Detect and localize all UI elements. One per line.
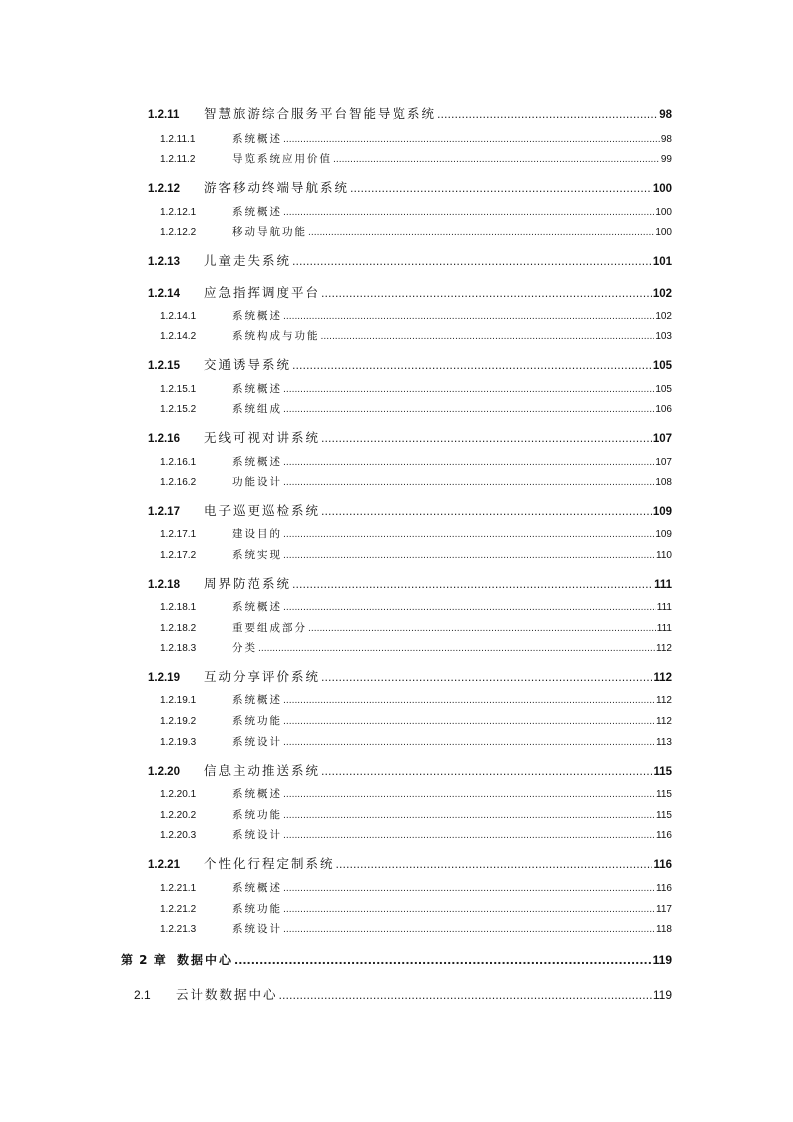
toc-entry-number: 1.2.15.2 [160, 404, 197, 415]
toc-entry[interactable] [160, 692, 672, 707]
toc-entry-page-number: 118 [656, 924, 672, 935]
dot-leader [283, 208, 654, 218]
toc-entry-page-number: 112 [656, 643, 672, 654]
toc-entry-number: 1.2.18 [148, 579, 180, 591]
toc-entry[interactable] [160, 713, 672, 728]
dot-leader [308, 228, 654, 238]
toc-entry-title: 导览系统应用价值 [232, 153, 332, 165]
toc-entry-title: 功能设计 [232, 476, 282, 488]
toc-entry-number: 1.2.17.2 [160, 550, 197, 561]
toc-entry[interactable] [148, 355, 672, 373]
toc-entry-page-number: 98 [660, 134, 672, 145]
dot-leader [333, 155, 660, 165]
toc-entry-title: 儿童走失系统 [204, 253, 292, 268]
toc-entry[interactable] [160, 547, 672, 562]
toc-entry[interactable] [160, 827, 672, 842]
dot-leader [283, 458, 654, 468]
dot-leader [283, 551, 655, 561]
dot-leader [292, 255, 652, 268]
toc-entry-page-number: 117 [656, 904, 672, 915]
toc-entry-title: 个性化行程定制系统 [204, 856, 335, 871]
toc-entry-number: 1.2.15 [148, 360, 180, 372]
toc-entry-page-number: 112 [656, 695, 672, 706]
toc-entry-page-number: 112 [656, 716, 672, 727]
toc-entry-number: 1.2.15.1 [160, 384, 197, 395]
toc-entry-title: 无线可视对讲系统 [204, 430, 321, 445]
toc-entry-title: 应急指挥调度平台 [204, 285, 321, 300]
toc-entry-title: 系统概述 [232, 694, 282, 706]
dot-leader [321, 505, 652, 518]
toc-entry[interactable] [160, 921, 672, 936]
toc-entry[interactable] [160, 454, 672, 469]
toc-entry-page-number: 111 [654, 579, 672, 591]
toc-entry-page-number: 109 [655, 529, 672, 540]
dot-leader [321, 432, 652, 445]
toc-entry-title: 系统概述 [232, 601, 282, 613]
dot-leader [283, 905, 655, 915]
toc-entry-title: 系统功能 [232, 809, 282, 821]
toc-entry[interactable] [160, 620, 672, 635]
dot-leader [292, 359, 652, 372]
toc-entry-page-number: 100 [652, 183, 672, 195]
toc-entry-page-number: 105 [655, 384, 672, 395]
toc-entry-page-number: 107 [652, 433, 672, 445]
dot-leader [283, 831, 655, 841]
toc-entry-title: 互动分享评价系统 [204, 669, 321, 684]
toc-entry-number: 1.2.20.3 [160, 830, 197, 841]
toc-entry-number: 1.2.13 [148, 256, 180, 268]
toc-entry-number: 1.2.14.2 [160, 331, 197, 342]
toc-entry-title: 系统设计 [232, 736, 282, 748]
toc-entry[interactable] [160, 734, 672, 749]
toc-entry-page-number: 112 [653, 672, 672, 684]
toc-entry-page-number: 100 [655, 227, 672, 238]
toc-entry-page-number: 109 [652, 506, 672, 518]
toc-entry[interactable] [160, 526, 672, 541]
toc-entry-page-number: 115 [656, 810, 672, 821]
toc-entry-title: 系统概述 [232, 206, 282, 218]
dot-leader [283, 738, 655, 748]
toc-entry-title: 系统实现 [232, 549, 282, 561]
toc-entry-title: 系统设计 [232, 923, 282, 935]
dot-leader [292, 578, 653, 591]
toc-entry-number: 1.2.20 [148, 766, 180, 778]
dot-leader [308, 624, 656, 634]
toc-entry-number: 1.2.19.1 [160, 695, 197, 706]
dot-leader [283, 478, 654, 488]
toc-entry-number: 1.2.16 [148, 433, 180, 445]
toc-entry[interactable] [160, 204, 672, 219]
toc-entry-title: 系统组成 [232, 403, 282, 415]
toc-entry-page-number: 115 [656, 789, 672, 800]
toc-entry-page-number: 119 [652, 953, 672, 967]
toc-entry-number: 1.2.21.2 [160, 904, 197, 915]
toc-entry[interactable] [160, 131, 672, 146]
toc-entry[interactable] [160, 381, 672, 396]
toc-entry-number: 1.2.18.2 [160, 623, 197, 634]
toc-entry[interactable] [160, 599, 672, 614]
toc-entry-title: 云计数数据中心 [176, 987, 278, 1002]
toc-entry-number: 第 2 章 [121, 953, 167, 967]
dot-leader [283, 696, 655, 706]
toc-entry-page-number: 119 [652, 988, 672, 1002]
dot-leader [283, 312, 654, 322]
toc-entry-number: 1.2.16.2 [160, 477, 197, 488]
toc-entry[interactable] [160, 640, 672, 655]
toc-entry-page-number: 98 [659, 109, 672, 121]
toc-entry-page-number: 116 [653, 859, 672, 871]
toc-entry-title: 系统概述 [232, 133, 282, 145]
toc-entry-title: 系统概述 [232, 310, 282, 322]
toc-entry-number: 1.2.12 [148, 183, 180, 195]
toc-entry-number: 1.2.18.1 [160, 602, 197, 613]
toc-entry-page-number: 110 [656, 550, 672, 561]
dot-leader [283, 811, 655, 821]
toc-entry-title: 系统功能 [232, 715, 282, 727]
dot-leader [336, 858, 653, 871]
toc-entry-title: 系统设计 [232, 829, 282, 841]
toc-entry-title: 数据中心 [177, 953, 234, 967]
toc-entry-number: 1.2.18.3 [160, 643, 197, 654]
toc-entry-number: 1.2.20.1 [160, 789, 197, 800]
toc-entry-page-number: 115 [653, 766, 672, 778]
dot-leader [437, 108, 658, 121]
toc-entry-number: 1.2.21 [148, 859, 180, 871]
toc-entry-title: 分类 [232, 642, 257, 654]
toc-entry-title: 信息主动推送系统 [204, 763, 321, 778]
toc-entry[interactable] [148, 667, 672, 685]
toc-entry-page-number: 100 [655, 207, 672, 218]
toc-entry-number: 1.2.17.1 [160, 529, 197, 540]
dot-leader [283, 717, 655, 727]
toc-entry-title: 智慧旅游综合服务平台智能导览系统 [204, 106, 437, 121]
toc-entry[interactable] [148, 854, 672, 872]
toc-entry-title: 移动导航功能 [232, 226, 307, 238]
toc-entry[interactable] [160, 224, 672, 239]
toc-entry-title: 周界防范系统 [204, 576, 292, 591]
toc-entry-page-number: 99 [660, 154, 672, 165]
toc-entry-title: 交通诱导系统 [204, 357, 292, 372]
toc-entry-page-number: 101 [652, 256, 672, 268]
toc-entry-number: 1.2.16.1 [160, 457, 197, 468]
toc-entry-number: 1.2.21.1 [160, 883, 197, 894]
toc-entry[interactable] [148, 283, 672, 301]
toc-entry-number: 1.2.12.2 [160, 227, 197, 238]
toc-entry-page-number: 116 [656, 830, 672, 841]
toc-entry[interactable] [160, 880, 672, 895]
dot-leader [283, 925, 655, 935]
dot-leader [283, 405, 654, 415]
toc-entry[interactable] [148, 178, 672, 196]
toc-entry-number: 1.2.14 [148, 288, 180, 300]
toc-entry-title: 系统概述 [232, 383, 282, 395]
toc-entry-number: 1.2.20.2 [160, 810, 197, 821]
dot-leader [350, 182, 652, 195]
dot-leader [283, 884, 655, 894]
toc-entry[interactable] [160, 401, 672, 416]
dot-leader [279, 989, 652, 1002]
dot-leader [321, 332, 655, 342]
dot-leader [283, 135, 660, 145]
toc-entry-number: 1.2.19.3 [160, 737, 197, 748]
toc-entry[interactable] [160, 308, 672, 323]
toc-entry-page-number: 111 [656, 623, 672, 634]
toc-entry-page-number: 102 [655, 311, 672, 322]
toc-entry-number: 1.2.12.1 [160, 207, 197, 218]
toc-entry-page-number: 113 [656, 737, 672, 748]
toc-entry-number: 1.2.17 [148, 506, 180, 518]
toc-entry[interactable] [160, 151, 672, 166]
toc-entry[interactable] [148, 428, 672, 446]
dot-leader [283, 790, 655, 800]
toc-entry-number: 1.2.19.2 [160, 716, 197, 727]
toc-entry-title: 游客移动终端导航系统 [204, 180, 350, 195]
toc-entry-page-number: 105 [652, 360, 672, 372]
toc-entry-number: 1.2.11.2 [160, 154, 196, 165]
dot-leader [283, 530, 654, 540]
toc-entry-title: 重要组成部分 [232, 622, 307, 634]
toc-entry[interactable] [148, 574, 672, 592]
toc-entry[interactable] [148, 761, 672, 779]
dot-leader [283, 385, 654, 395]
toc-entry-title: 系统功能 [232, 903, 282, 915]
toc-entry-number: 1.2.21.3 [160, 924, 197, 935]
toc-entry[interactable] [160, 474, 672, 489]
toc-entry-page-number: 111 [656, 602, 672, 613]
toc-entry-number: 2.1 [134, 988, 151, 1002]
toc-entry[interactable] [160, 328, 672, 343]
toc-entry[interactable] [160, 901, 672, 916]
toc-entry[interactable] [160, 807, 672, 822]
toc-entry-number: 1.2.11.1 [160, 134, 196, 145]
toc-entry-page-number: 107 [655, 457, 672, 468]
toc-entry-page-number: 106 [655, 404, 672, 415]
toc-chapter-entry[interactable] [121, 951, 672, 968]
toc-entry[interactable] [148, 501, 672, 519]
toc-entry-title: 系统概述 [232, 882, 282, 894]
toc-entry-page-number: 103 [655, 331, 672, 342]
dot-leader [258, 644, 655, 654]
toc-entry[interactable] [134, 985, 672, 1003]
dot-leader [321, 765, 652, 778]
dot-leader [321, 287, 652, 300]
dot-leader [283, 603, 656, 613]
toc-entry-page-number: 102 [652, 288, 672, 300]
toc-entry-title: 系统概述 [232, 788, 282, 800]
toc-entry-number: 1.2.11 [148, 109, 180, 121]
toc-entry[interactable] [148, 104, 672, 122]
toc-entry-number: 1.2.19 [148, 672, 180, 684]
toc-entry-title: 建设目的 [232, 528, 282, 540]
toc-entry-number: 1.2.14.1 [160, 311, 197, 322]
toc-entry[interactable] [148, 251, 672, 269]
dot-leader [234, 954, 652, 967]
toc-entry-title: 系统构成与功能 [232, 330, 320, 342]
toc-entry[interactable] [160, 786, 672, 801]
toc-entry-title: 系统概述 [232, 456, 282, 468]
toc-entry-page-number: 108 [655, 477, 672, 488]
dot-leader [321, 671, 652, 684]
toc-entry-title: 电子巡更巡检系统 [204, 503, 321, 518]
toc-entry-page-number: 116 [656, 883, 672, 894]
